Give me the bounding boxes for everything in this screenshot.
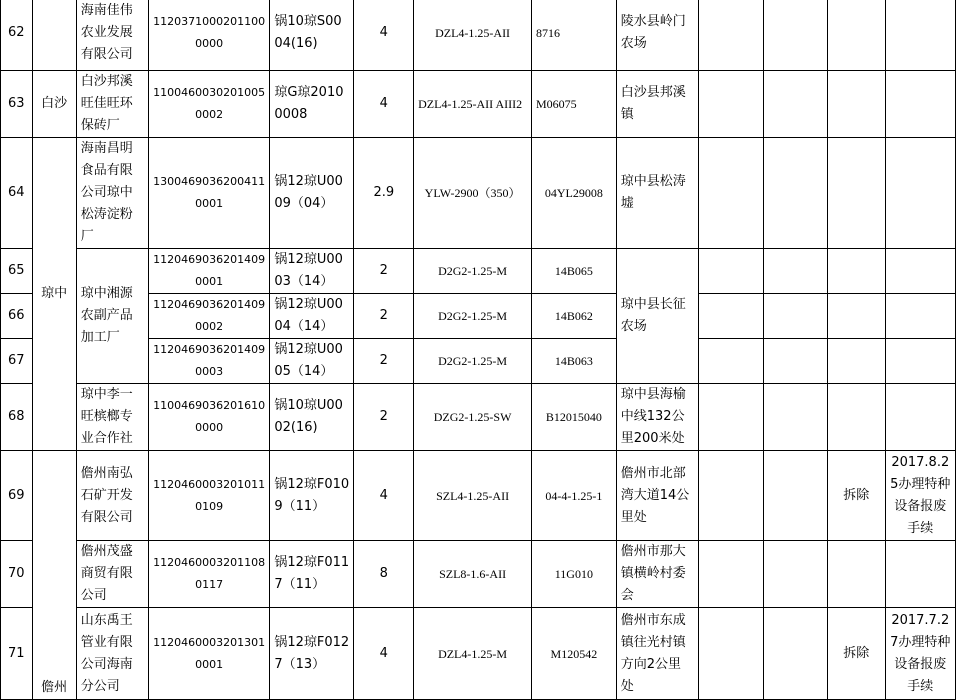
factory-number-cell: 8716: [532, 0, 617, 71]
status-cell: [827, 541, 885, 608]
capacity-cell: 4: [354, 71, 414, 138]
empty-cell: [698, 608, 763, 700]
registration-code-cell: 11204600032013010001: [148, 608, 269, 700]
capacity-cell: 2.9: [354, 138, 414, 249]
empty-cell: [698, 541, 763, 608]
note-cell: 2017.7.27办理特种设备报废手续: [885, 608, 955, 700]
empty-cell: [698, 71, 763, 138]
registration-code-cell: 11204690362014090001: [148, 249, 269, 294]
status-cell: [827, 384, 885, 451]
company-cell: 海南昌明食品有限公司琼中松涛淀粉厂: [76, 138, 148, 249]
location-cell: 琼中县海榆中线132公里200米处: [616, 384, 698, 451]
certificate-cell: 锅12琼F0117（11）: [270, 541, 354, 608]
certificate-cell: 锅10琼U0002(16): [270, 384, 354, 451]
empty-cell: [698, 451, 763, 541]
factory-number-cell: 04-4-1.25-1: [532, 451, 617, 541]
location-cell: 儋州市东成镇往光村镇方向2公里处: [616, 608, 698, 700]
registration-code-cell: 11204600032010110109: [148, 451, 269, 541]
location-cell-changzheng: 琼中县长征农场: [616, 249, 698, 384]
capacity-cell: 2: [354, 339, 414, 384]
region-cell-qiongzhong: 琼中: [32, 138, 76, 451]
model-cell: SZL8-1.6-AII: [414, 541, 532, 608]
factory-number-cell: M06075: [532, 71, 617, 138]
empty-cell: [763, 71, 827, 138]
status-cell: [827, 249, 885, 294]
factory-number-cell: M120542: [532, 608, 617, 700]
status-cell: 拆除: [827, 451, 885, 541]
row-number: 62: [1, 0, 33, 71]
note-cell: [885, 294, 955, 339]
factory-number-cell: 14B065: [532, 249, 617, 294]
row-number: 65: [1, 249, 33, 294]
registration-code-cell: 11204600032011080117: [148, 541, 269, 608]
row-number: 68: [1, 384, 33, 451]
status-cell: [827, 138, 885, 249]
note-cell: [885, 339, 955, 384]
note-cell: [885, 71, 955, 138]
empty-cell: [698, 294, 763, 339]
empty-cell: [763, 451, 827, 541]
registration-code-cell: 11004600302010050002: [148, 71, 269, 138]
model-cell: D2G2-1.25-M: [414, 249, 532, 294]
row-number: 63: [1, 71, 33, 138]
status-cell: [827, 0, 885, 71]
capacity-cell: 4: [354, 0, 414, 71]
table-row: [1, 541, 956, 608]
note-cell: [885, 384, 955, 451]
row-number: 71: [1, 608, 33, 700]
note-cell: [885, 541, 955, 608]
model-cell: D2G2-1.25-M: [414, 339, 532, 384]
empty-cell: [698, 138, 763, 249]
note-cell: [885, 0, 955, 71]
certificate-cell: 锅10琼S0004(16): [270, 0, 354, 71]
empty-cell: [763, 608, 827, 700]
region-cell-danzhou: 儋州: [32, 451, 76, 700]
company-cell: 儋州茂盛商贸有限公司: [76, 541, 148, 608]
certificate-cell: 锅12琼F0127（13）: [270, 608, 354, 700]
company-cell: 海南佳伟农业发展有限公司: [76, 0, 148, 71]
empty-cell: [763, 138, 827, 249]
company-cell: 山东禹王管业有限公司海南分公司: [76, 608, 148, 700]
empty-cell: [698, 339, 763, 384]
empty-cell: [698, 384, 763, 451]
note-cell: [885, 249, 955, 294]
model-cell: DZL4-1.25-M: [414, 608, 532, 700]
empty-cell: [698, 0, 763, 71]
table-row: [1, 451, 956, 541]
table-row: [1, 0, 956, 71]
registration-code-cell: 11204690362014090003: [148, 339, 269, 384]
model-cell: D2G2-1.25-M: [414, 294, 532, 339]
company-cell: 白沙邦溪旺佳旺环保砖厂: [76, 71, 148, 138]
status-cell: 拆除: [827, 608, 885, 700]
certificate-cell: 锅12琼U0009（04）: [270, 138, 354, 249]
empty-cell: [698, 249, 763, 294]
capacity-cell: 8: [354, 541, 414, 608]
model-cell: YLW-2900（350）: [414, 138, 532, 249]
factory-number-cell: 04YL29008: [532, 138, 617, 249]
status-cell: [827, 339, 885, 384]
row-number: 70: [1, 541, 33, 608]
registration-code-cell: 11204690362014090002: [148, 294, 269, 339]
row-number: 64: [1, 138, 33, 249]
table-row: [1, 71, 956, 138]
status-cell: [827, 294, 885, 339]
empty-cell: [763, 249, 827, 294]
table-row: [1, 138, 956, 249]
factory-number-cell: B12015040: [532, 384, 617, 451]
model-cell: DZL4-1.25-AII: [414, 0, 532, 71]
certificate-cell: 锅12琼U0003（14）: [270, 249, 354, 294]
location-cell: 儋州市那大镇横岭村委会: [616, 541, 698, 608]
company-cell: 琼中李一旺槟榔专业合作社: [76, 384, 148, 451]
empty-cell: [763, 339, 827, 384]
note-cell: [885, 138, 955, 249]
certificate-cell: 琼G琼20100008: [270, 71, 354, 138]
model-cell: DZL4-1.25-AII AIII2: [414, 71, 532, 138]
location-cell: 陵水县岭门农场: [616, 0, 698, 71]
table-row: [1, 249, 956, 294]
empty-cell: [763, 0, 827, 71]
factory-number-cell: 14B063: [532, 339, 617, 384]
capacity-cell: 4: [354, 608, 414, 700]
factory-number-cell: 14B062: [532, 294, 617, 339]
certificate-cell: 锅12琼U0005（14）: [270, 339, 354, 384]
capacity-cell: 4: [354, 451, 414, 541]
row-number: 67: [1, 339, 33, 384]
model-cell: SZL4-1.25-AII: [414, 451, 532, 541]
empty-cell: [763, 384, 827, 451]
table-row: [1, 384, 956, 451]
certificate-cell: 锅12琼U0004（14）: [270, 294, 354, 339]
capacity-cell: 2: [354, 249, 414, 294]
status-cell: [827, 71, 885, 138]
region-cell: [32, 0, 76, 71]
capacity-cell: 2: [354, 384, 414, 451]
factory-number-cell: 11G010: [532, 541, 617, 608]
row-number: 66: [1, 294, 33, 339]
location-cell: 琼中县松涛墟: [616, 138, 698, 249]
model-cell: DZG2-1.25-SW: [414, 384, 532, 451]
company-cell: 儋州南弘石矿开发有限公司: [76, 451, 148, 541]
table-row: [1, 608, 956, 700]
registration-code-cell: 11203710002011000000: [148, 0, 269, 71]
registration-code-cell: 11004690362016100000: [148, 384, 269, 451]
location-cell: 儋州市北部湾大道14公里处: [616, 451, 698, 541]
location-cell: 白沙县邦溪镇: [616, 71, 698, 138]
capacity-cell: 2: [354, 294, 414, 339]
row-number: 69: [1, 451, 33, 541]
certificate-cell: 锅12琼F0109（11）: [270, 451, 354, 541]
registration-code-cell: 13004690362004110001: [148, 138, 269, 249]
region-cell: 白沙: [32, 71, 76, 138]
company-cell-xiangyuan: 琼中湘源农副产品加工厂: [76, 249, 148, 384]
empty-cell: [763, 541, 827, 608]
empty-cell: [763, 294, 827, 339]
note-cell: 2017.8.25办理特种设备报废手续: [885, 451, 955, 541]
